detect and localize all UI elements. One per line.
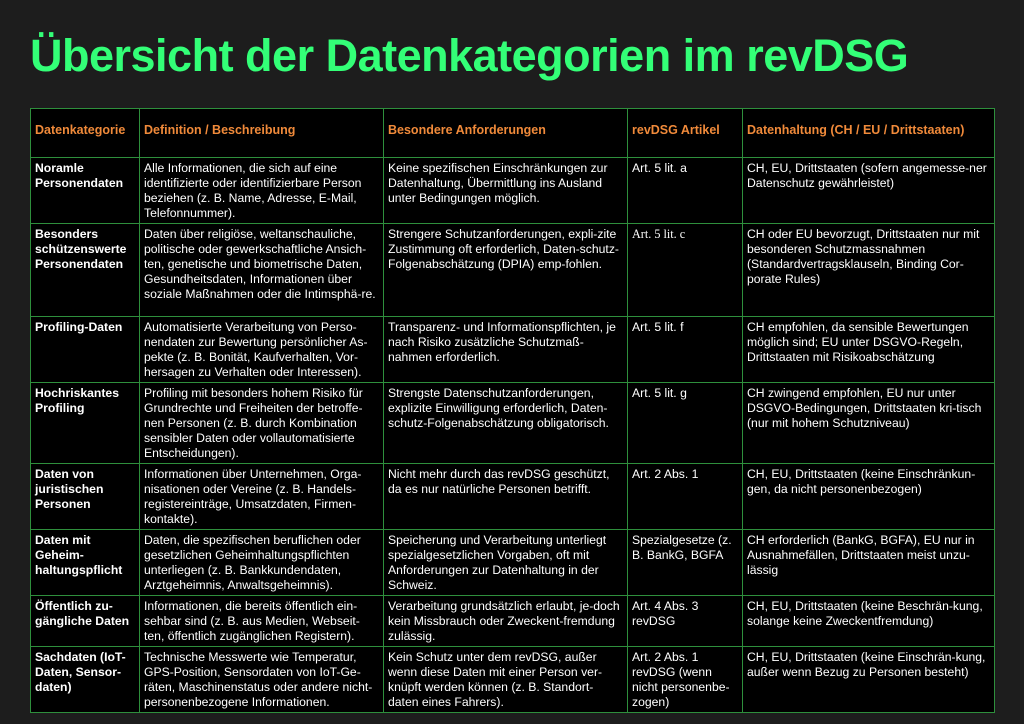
cell-storage: CH, EU, Drittstaaten (keine Einschrän-kung, außer wenn Bezug zu Personen besteht) <box>743 647 995 713</box>
cell-definition: Profiling mit besonders hohem Risiko für Grundrechte und Freiheiten der betroffe-nen Personen (z. B. durch Kombination sensibler Daten oder vollautomatisierte Entscheidungen). <box>140 383 384 464</box>
cell-storage: CH, EU, Drittstaaten (keine Einschränkun-gen, da nicht personenbezogen) <box>743 464 995 530</box>
table-row <box>31 317 995 383</box>
cell-article: Art. 5 lit. c <box>628 224 743 317</box>
cell-article: Spezialgesetze (z. B. BankG, BGFA <box>628 530 743 596</box>
header-requirements: Besondere Anforderungen <box>384 109 628 158</box>
data-categories-table <box>30 108 995 713</box>
cell-article: Art. 5 lit. g <box>628 383 743 464</box>
cell-article: Art. 5 lit. a <box>628 158 743 224</box>
cell-requirements: Verarbeitung grundsätzlich erlaubt, je-doch kein Missbrauch oder Zweckent-fremdung zulässig. <box>384 596 628 647</box>
cell-requirements: Strengste Datenschutzanforderungen, explizite Einwilligung erforderlich, Daten-schutz-Folgenabschätzung obligatorisch. <box>384 383 628 464</box>
cell-storage: CH empfohlen, da sensible Bewertungen möglich sind; EU unter DSGVO-Regeln, Drittstaaten mit Risikoabschätzung <box>743 317 995 383</box>
cell-article: Art. 2 Abs. 1 revDSG (wenn nicht personenbe-zogen) <box>628 647 743 713</box>
header-category: Datenkategorie <box>31 109 140 158</box>
cell-requirements: Strengere Schutzanforderungen, expli-zite Zustimmung oft erforderlich, Daten-schutz-Folgenabschätzung (DPIA) emp-fohlen. <box>384 224 628 317</box>
cell-category: Hochriskantes Profiling <box>31 383 140 464</box>
cell-storage: CH zwingend empfohlen, EU nur unter DSGVO-Bedingungen, Drittstaaten kri-tisch (nur mit hohem Schutzniveau) <box>743 383 995 464</box>
cell-requirements: Nicht mehr durch das revDSG geschützt, da es nur natürliche Personen betrifft. <box>384 464 628 530</box>
cell-requirements: Kein Schutz unter dem revDSG, außer wenn diese Daten mit einer Person ver-knüpft werden können (z. B. Standort-daten eines Fahrers). <box>384 647 628 713</box>
cell-category: Besonders schützenswerte Personendaten <box>31 224 140 317</box>
page-title: Übersicht der Datenkategorien im revDSG <box>30 30 909 81</box>
table-row <box>31 383 995 464</box>
cell-definition: Daten über religiöse, weltanschauliche, politische oder gewerkschaftliche Ansich-ten, genetische und biometrische Daten, Gesundheitsdaten, Informationen über soziale Maßnahmen oder die Intimsphä-re. <box>140 224 384 317</box>
cell-requirements: Speicherung und Verarbeitung unterliegt spezialgesetzlichen Vorgaben, oft mit Anforderungen zur Datenhaltung in der Schweiz. <box>384 530 628 596</box>
cell-definition: Technische Messwerte wie Temperatur, GPS-Position, Sensordaten von IoT-Ge-räten, Maschinenstatus oder andere nicht-personenbezogene Informationen. <box>140 647 384 713</box>
cell-storage: CH, EU, Drittstaaten (keine Beschrän-kung, solange keine Zweckentfremdung) <box>743 596 995 647</box>
table-header-row <box>31 109 995 158</box>
cell-definition: Informationen, die bereits öffentlich ein-sehbar sind (z. B. aus Medien, Webseit-ten, öffentlich zugänglichen Registern). <box>140 596 384 647</box>
cell-definition: Informationen über Unternehmen, Orga-nisationen oder Vereine (z. B. Handels-registereinträge, Umsatzdaten, Firmen-kontakte). <box>140 464 384 530</box>
header-definition: Definition / Beschreibung <box>140 109 384 158</box>
cell-article: Art. 2 Abs. 1 <box>628 464 743 530</box>
cell-storage: CH, EU, Drittstaaten (sofern angemesse-ner Datenschutz gewährleistet) <box>743 158 995 224</box>
cell-category: Profiling-Daten <box>31 317 140 383</box>
cell-category: Daten von juristischen Personen <box>31 464 140 530</box>
cell-category: Sachdaten (IoT-Daten, Sensor-daten) <box>31 647 140 713</box>
cell-article: Art. 4 Abs. 3 revDSG <box>628 596 743 647</box>
header-article: revDSG Artikel <box>628 109 743 158</box>
header-storage: Datenhaltung (CH / EU / Drittstaaten) <box>743 109 995 158</box>
data-categories-table-container <box>30 108 994 709</box>
cell-storage: CH erforderlich (BankG, BGFA), EU nur in Ausnahmefällen, Drittstaaten meist unzu-lässig <box>743 530 995 596</box>
table-row <box>31 464 995 530</box>
table-row <box>31 647 995 713</box>
cell-article: Art. 5 lit. f <box>628 317 743 383</box>
cell-requirements: Keine spezifischen Einschränkungen zur Datenhaltung, Übermittlung ins Ausland unter Bedingungen möglich. <box>384 158 628 224</box>
cell-category: Öffentlich zu-gängliche Daten <box>31 596 140 647</box>
cell-storage: CH oder EU bevorzugt, Drittstaaten nur mit besonderen Schutzmassnahmen (Standardvertragsklauseln, Binding Cor-porate Rules) <box>743 224 995 317</box>
cell-definition: Alle Informationen, die sich auf eine identifizierte oder identifizierbare Person beziehen (z. B. Name, Adresse, E-Mail, Telefonnummer). <box>140 158 384 224</box>
table-row <box>31 530 995 596</box>
cell-requirements: Transparenz- und Informationspflichten, je nach Risiko zusätzliche Schutzmaß-nahmen erforderlich. <box>384 317 628 383</box>
cell-definition: Daten, die spezifischen beruflichen oder gesetzlichen Geheimhaltungspflichten unterliegen (z. B. Bankkundendaten, Arztgeheimnis, Anwaltsgeheimnis). <box>140 530 384 596</box>
table-row <box>31 224 995 317</box>
cell-category: Noramle Personendaten <box>31 158 140 224</box>
table-row <box>31 596 995 647</box>
cell-definition: Automatisierte Verarbeitung von Perso-nendaten zur Bewertung persönlicher As-pekte (z. B. Bonität, Kaufverhalten, Vor-hersagen zu Verhalten oder Interessen). <box>140 317 384 383</box>
cell-category: Daten mit Geheim-haltungspflicht <box>31 530 140 596</box>
table-row <box>31 158 995 224</box>
